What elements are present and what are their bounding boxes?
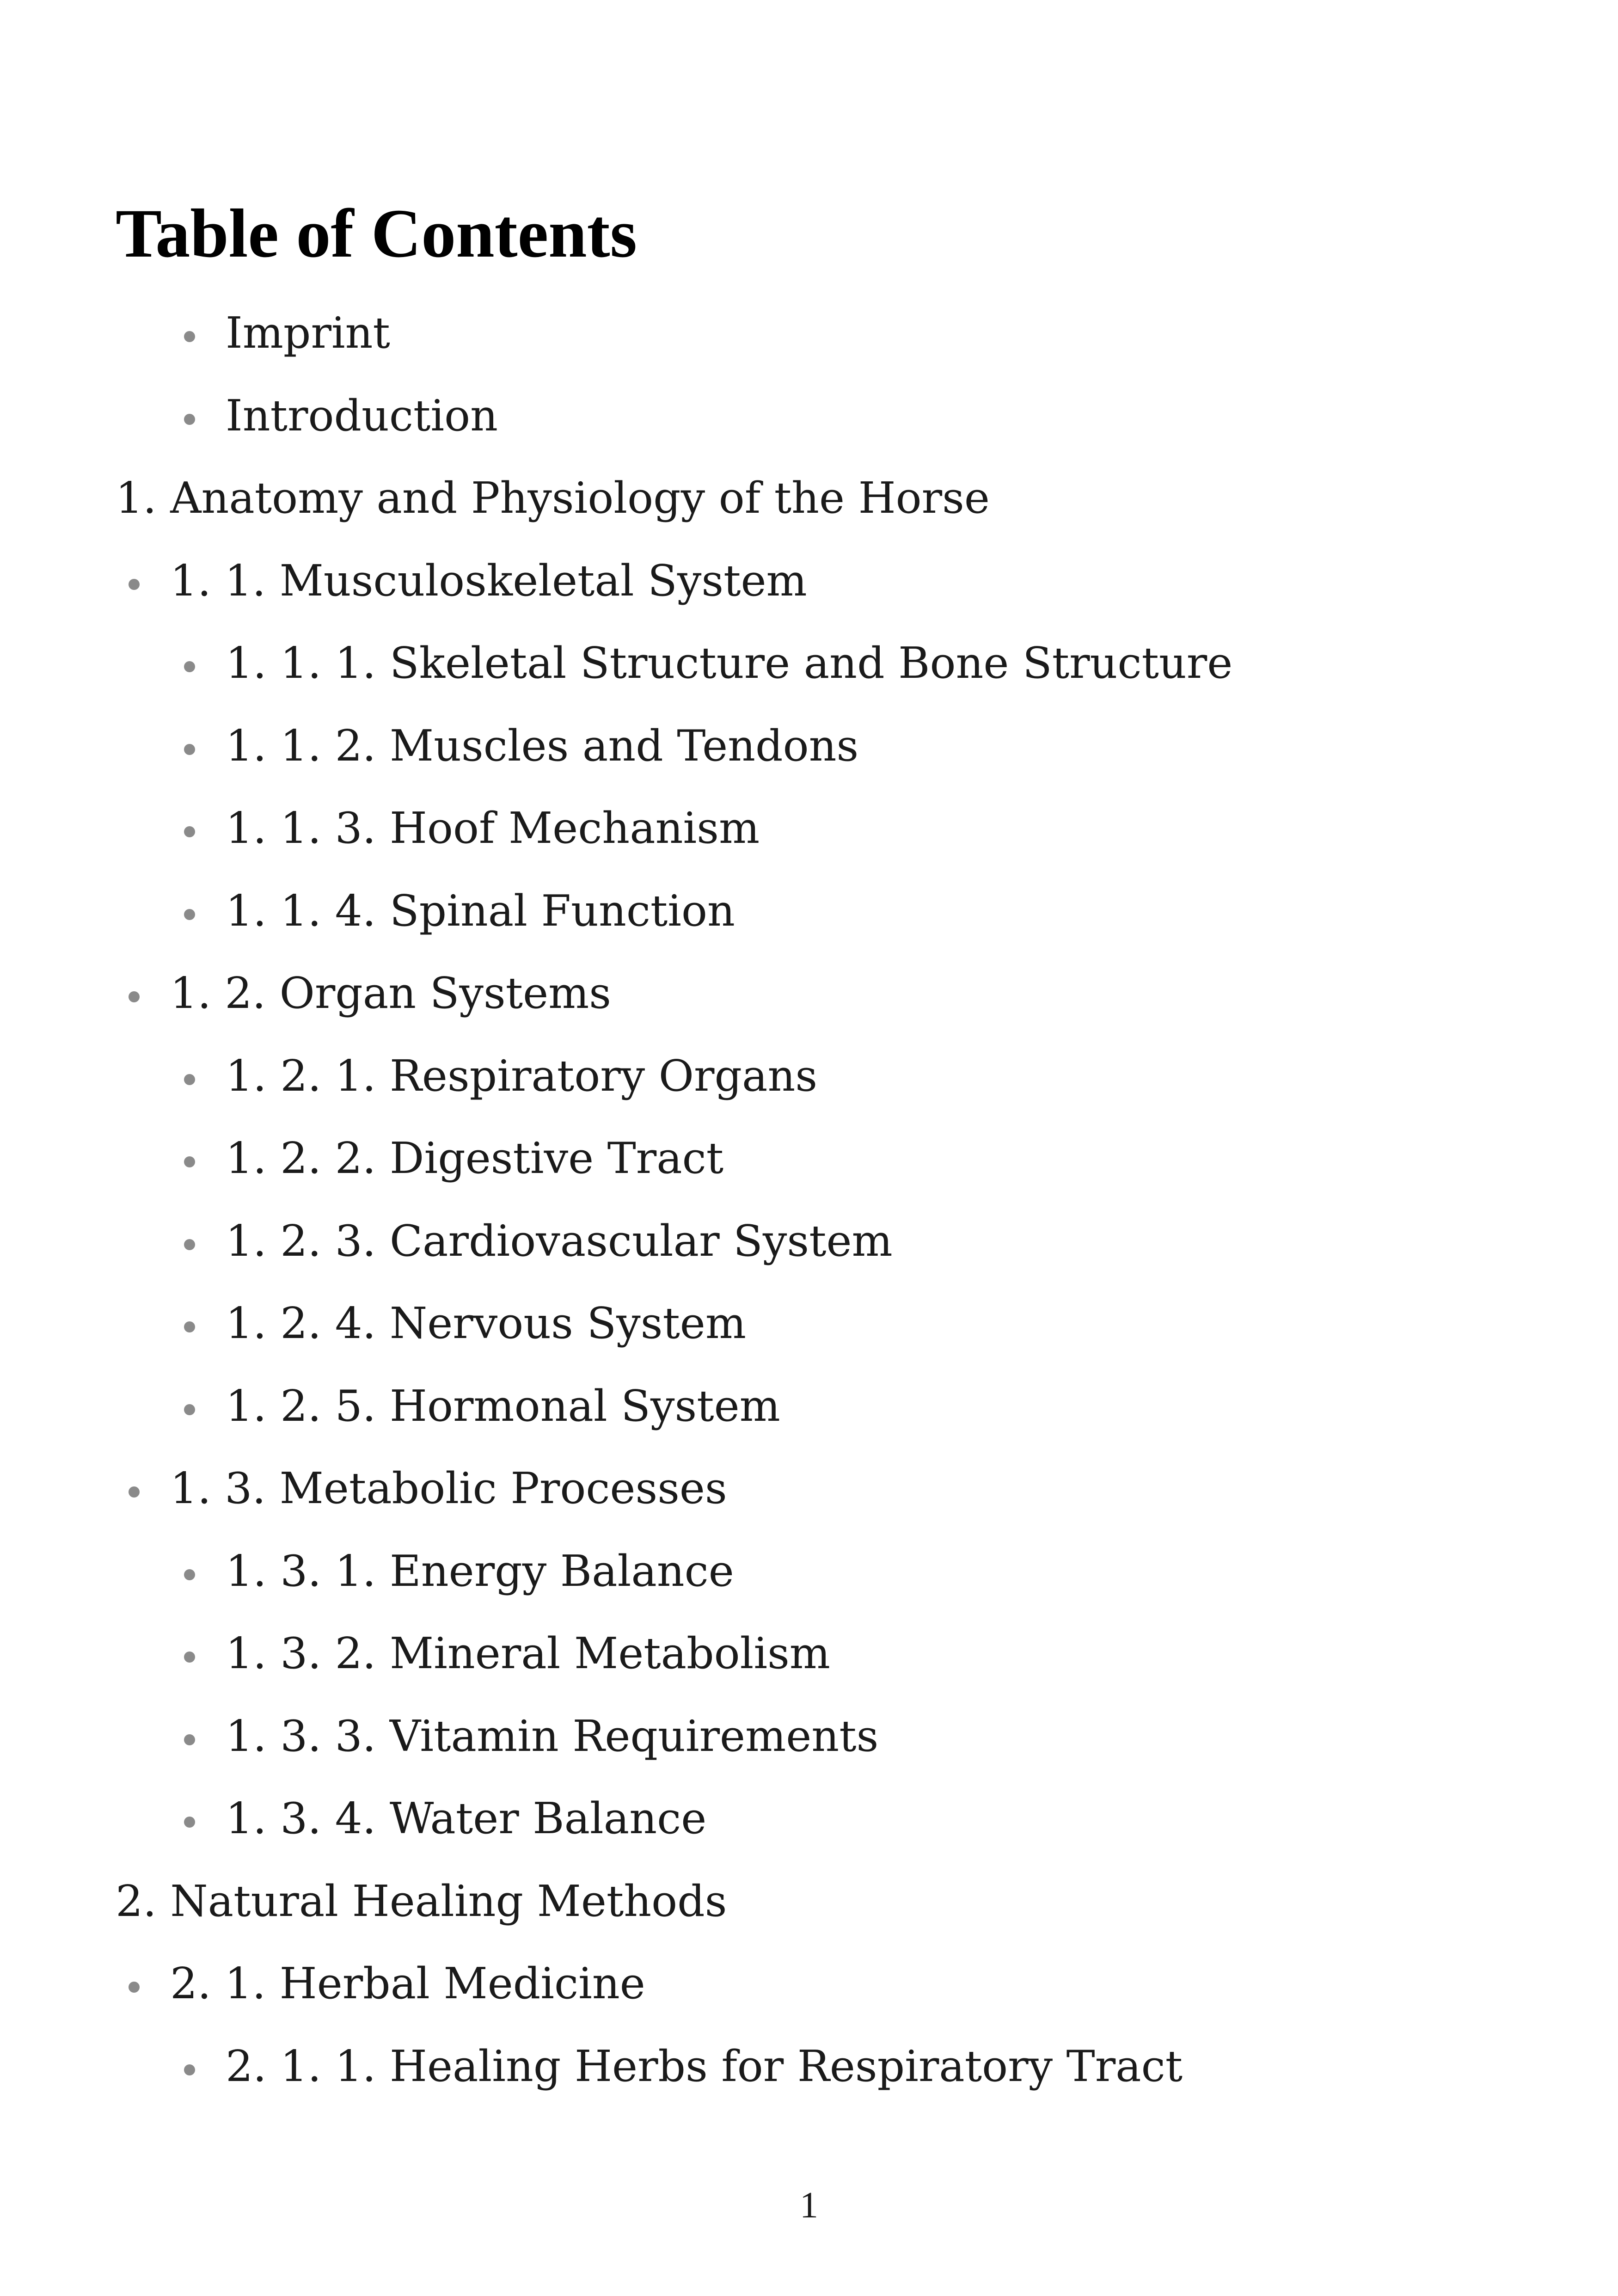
page-number: 1 bbox=[800, 2185, 818, 2226]
toc-entry-label[interactable]: 1. 3. Metabolic Processes bbox=[170, 1463, 727, 1513]
bullet-icon bbox=[184, 414, 195, 425]
bullet-icon bbox=[184, 331, 195, 342]
toc-entry-label[interactable]: 2. 1. 1. Healing Herbs for Respiratory Tract bbox=[226, 2041, 1183, 2091]
bullet-icon bbox=[129, 1486, 140, 1498]
bullet-icon bbox=[184, 1651, 195, 1663]
bullet-icon bbox=[129, 1982, 140, 1993]
bullet-icon bbox=[184, 909, 195, 920]
toc-entry-label[interactable]: 1. 3. 1. Energy Balance bbox=[226, 1546, 734, 1596]
bullet-icon bbox=[184, 1734, 195, 1745]
toc-entry-label[interactable]: 1. Anatomy and Physiology of the Horse bbox=[116, 473, 990, 523]
toc-entry-label[interactable]: 2. Natural Healing Methods bbox=[116, 1876, 727, 1926]
page-title: Table of Contents bbox=[116, 195, 637, 272]
toc-entry-label[interactable]: 1. 2. 1. Respiratory Organs bbox=[226, 1050, 818, 1101]
bullet-icon bbox=[184, 1239, 195, 1250]
bullet-icon bbox=[184, 1156, 195, 1167]
bullet-icon bbox=[184, 1404, 195, 1415]
toc-entry-label[interactable]: 1. 3. 4. Water Balance bbox=[226, 1793, 707, 1843]
toc-entry-label[interactable]: 1. 1. Musculoskeletal System bbox=[170, 555, 807, 606]
bullet-icon bbox=[129, 579, 140, 590]
toc-entry-label[interactable]: 1. 3. 2. Mineral Metabolism bbox=[226, 1628, 830, 1678]
toc-entry-label[interactable]: 1. 1. 1. Skeletal Structure and Bone Structure bbox=[226, 638, 1233, 688]
bullet-icon bbox=[184, 744, 195, 755]
toc-entry-label[interactable]: 1. 1. 2. Muscles and Tendons bbox=[226, 720, 859, 771]
toc-entry-label[interactable]: 1. 2. 3. Cardiovascular System bbox=[226, 1216, 893, 1266]
toc-entry-label[interactable]: 1. 1. 3. Hoof Mechanism bbox=[226, 803, 760, 853]
bullet-icon bbox=[129, 991, 140, 1002]
toc-entry-label[interactable]: 1. 3. 3. Vitamin Requirements bbox=[226, 1711, 879, 1761]
bullet-icon bbox=[184, 1321, 195, 1332]
toc-entry-label[interactable]: 1. 2. 2. Digestive Tract bbox=[226, 1133, 724, 1183]
toc-entry-label[interactable]: 1. 1. 4. Spinal Function bbox=[226, 885, 735, 936]
toc-entry-label[interactable]: 2. 1. Herbal Medicine bbox=[170, 1958, 645, 2008]
bullet-icon bbox=[184, 1569, 195, 1580]
bullet-icon bbox=[184, 1074, 195, 1085]
bullet-icon bbox=[184, 826, 195, 837]
toc-entry-label[interactable]: 1. 2. Organ Systems bbox=[170, 968, 612, 1018]
toc-entry-label[interactable]: 1. 2. 5. Hormonal System bbox=[226, 1381, 780, 1431]
bullet-icon bbox=[184, 1817, 195, 1828]
bullet-icon bbox=[184, 661, 195, 672]
toc-entry-label[interactable]: Introduction bbox=[226, 390, 498, 441]
toc-entry-label[interactable]: Imprint bbox=[226, 308, 390, 358]
toc-entry-label[interactable]: 1. 2. 4. Nervous System bbox=[226, 1298, 747, 1348]
bullet-icon bbox=[184, 2064, 195, 2075]
